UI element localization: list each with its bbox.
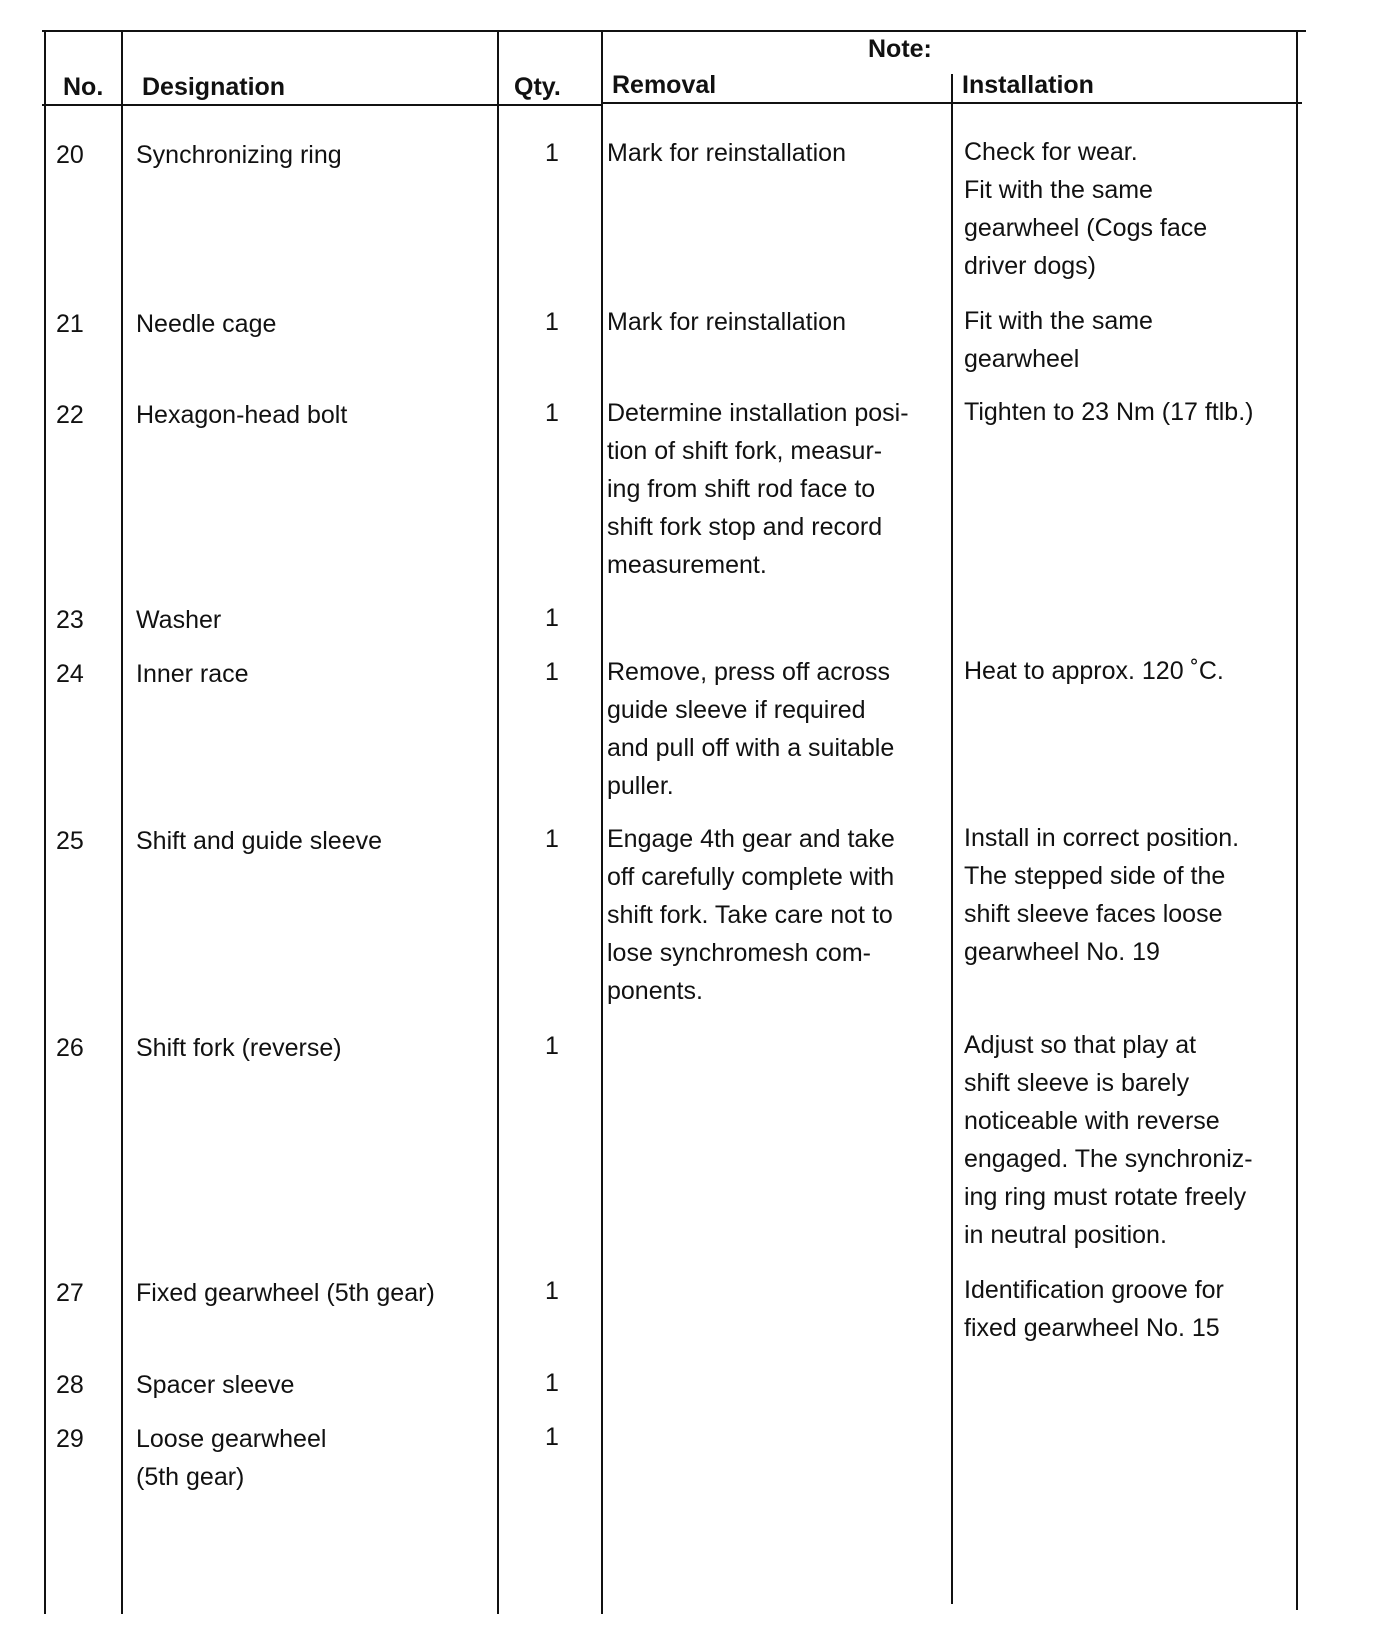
row-29-no: 29 — [56, 1425, 84, 1453]
row-24-qty: 1 — [545, 658, 559, 686]
row-26-installation: Adjust so that play at shift sleeve is barely noticeable with reverse engaged. The synchroniz- ing ring must rotate freely in neutral position. — [964, 1031, 1253, 1249]
row-24-designation: Inner race — [136, 660, 249, 688]
row-24-removal: Remove, press off across guide sleeve if required and pull off with a suitable puller. — [607, 658, 895, 800]
top-rule — [42, 30, 1306, 32]
row-27-designation: Fixed gearwheel (5th gear) — [136, 1279, 435, 1307]
header-qty: Qty. — [514, 73, 561, 101]
row-29-qty: 1 — [545, 1423, 559, 1451]
row-20-removal: Mark for reinstallation — [607, 139, 846, 167]
row-25-no: 25 — [56, 827, 84, 855]
row-20-qty: 1 — [545, 139, 559, 167]
row-29-designation: Loose gearwheel (5th gear) — [136, 1425, 327, 1491]
row-28-no: 28 — [56, 1371, 84, 1399]
column-divider-designation — [497, 30, 499, 1614]
row-25-designation: Shift and guide sleeve — [136, 827, 383, 855]
row-21-installation: Fit with the same gearwheel — [964, 307, 1153, 373]
row-22-no: 22 — [56, 401, 84, 429]
column-divider-right-border — [1296, 30, 1298, 1610]
row-23-no: 23 — [56, 606, 84, 634]
row-22-designation: Hexagon-head bolt — [136, 401, 348, 429]
row-22-qty: 1 — [545, 399, 559, 427]
column-divider-removal — [951, 74, 953, 1604]
header-removal: Removal — [612, 71, 717, 99]
header-bottom-rule-left — [42, 104, 602, 106]
row-27-no: 27 — [56, 1279, 84, 1307]
row-24-installation: Heat to approx. 120 ˚C. — [964, 657, 1224, 685]
column-divider-no — [121, 30, 123, 1614]
row-22-removal: Determine installation posi- tion of shift fork, measur- ing from shift rod face to shift fork stop and record measurement. — [607, 399, 909, 579]
row-20-designation: Synchronizing ring — [136, 141, 342, 169]
row-20-installation: Check for wear. Fit with the same gearwheel (Cogs face driver dogs) — [964, 138, 1208, 280]
row-26-qty: 1 — [545, 1032, 559, 1060]
row-28-qty: 1 — [545, 1369, 559, 1397]
row-24-no: 24 — [56, 660, 84, 688]
row-25-installation: Install in correct position. The stepped side of the shift sleeve faces loose gearwheel No. 19 — [964, 824, 1240, 966]
row-26-designation: Shift fork (reverse) — [136, 1034, 342, 1062]
header-designation: Designation — [142, 73, 286, 101]
header-installation: Installation — [962, 71, 1094, 99]
header-no: No. — [63, 73, 104, 101]
row-21-no: 21 — [56, 310, 84, 338]
row-21-removal: Mark for reinstallation — [607, 308, 846, 336]
row-25-removal: Engage 4th gear and take off carefully complete with shift fork. Take care not to lose synchromesh com- ponents. — [607, 825, 895, 1005]
row-27-qty: 1 — [545, 1277, 559, 1305]
row-25-qty: 1 — [545, 825, 559, 853]
row-21-qty: 1 — [545, 308, 559, 336]
row-22-installation: Tighten to 23 Nm (17 ftlb.) — [964, 398, 1254, 426]
row-28-designation: Spacer sleeve — [136, 1371, 295, 1399]
header-note: Note: — [868, 35, 932, 63]
row-27-installation: Identification groove for fixed gearwheel No. 15 — [964, 1276, 1224, 1342]
column-divider-left-border — [44, 30, 46, 1614]
column-divider-qty — [601, 30, 603, 1614]
row-26-no: 26 — [56, 1034, 84, 1062]
row-23-designation: Washer — [136, 606, 222, 634]
row-21-designation: Needle cage — [136, 310, 277, 338]
row-20-no: 20 — [56, 141, 84, 169]
row-23-qty: 1 — [545, 604, 559, 632]
